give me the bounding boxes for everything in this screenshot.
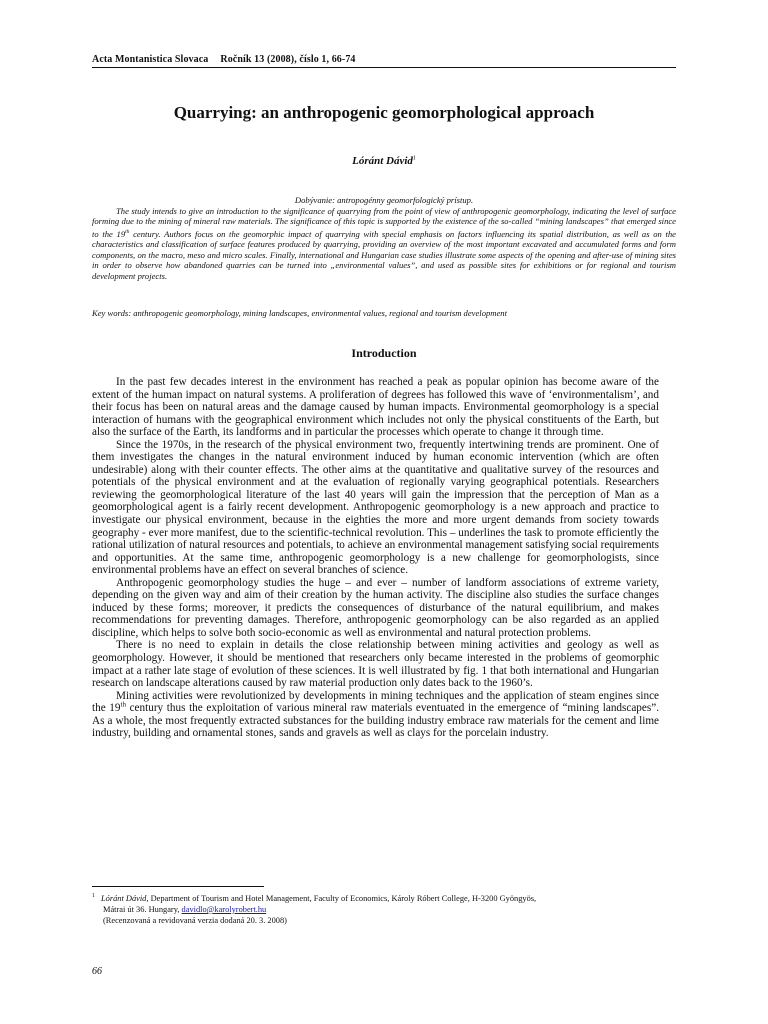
abstract-body — [92, 206, 676, 282]
footnote-rule — [92, 886, 264, 887]
running-head — [92, 54, 676, 65]
abstract-slovak-title: Dobývanie: antropogénny geomorfologický prístup. — [294, 195, 474, 205]
paragraph-5-sup: th — [120, 700, 126, 709]
abstract-sup: th — [125, 228, 130, 235]
footnote-line-3: (Recenzovaná a revidovaná verzia dodaná 20. 3. 2008) — [103, 915, 287, 925]
author-name: Lóránt Dávid — [352, 155, 413, 167]
abstract — [92, 195, 676, 282]
author-footnote-mark: 1 — [412, 155, 416, 162]
footnote — [92, 891, 676, 926]
footnote-affiliation: Department of Tourism and Hotel Management, Faculty of Economics, Károly Róbert College, H-3200 Gyöngyös, — [148, 893, 537, 903]
footnote-line-2 — [92, 904, 676, 915]
paragraph-5 — [92, 690, 659, 740]
issue-info: Ročník 13 (2008), číslo 1, 66-74 — [220, 54, 356, 65]
article-title: Quarrying: an anthropogenic geomorphological approach — [173, 103, 595, 122]
footnote-line-1 — [92, 891, 676, 904]
abstract-text-1: The study intends to give an introduction to the significance of quarrying from the point of view of anthropogenic geomorphology, indicating the level of surface forming due to the mining of mineral raw materials. The significance of this topic is supported by the existence of the so-called “mining landscapes” that emerged since to the 19 — [92, 205, 676, 239]
page-number: 66 — [92, 966, 102, 977]
footnote-email-link[interactable]: davidlo@karolyrobert.hu — [181, 904, 267, 914]
abstract-text-2: century. Authors focus on the geomorphic impact of quarrying with special emphasis on factors influencing its spatial distribution, as well as on the characteristics and classification of surface features produced by quarrying, providing an overview of the most important excavated and accumulated forms and form components, on the macro, meso and micro scales. Finally, international and Hungarian case studies illustrate some aspects of the opening and after-use of mining sites in order to observe how abandoned quarries can be turned into „environmental values”, and used as possible sites for exhibitions or for regional and tourism development projects. — [92, 228, 676, 282]
paragraph-3: Anthropogenic geomorphology studies the huge – and ever – number of landform associations of extreme variety, depending on the given way and aim of their creation by the human activity. The discipline also studies the surface changes induced by these forms; moreover, it predicts the consequences of disturbance of the natural equilibrium, and makes recommendations for preventing damages. Therefore, anthropogenic geomorphology can be also regarded as an applied discipline, which helps to solve both socio-economic as well as environmental and natural protection problems. — [92, 576, 659, 639]
footnote-mark: 1 — [92, 893, 95, 899]
paragraph-4: There is no need to explain in details the close relationship between mining activities and geology as well as geomorphology. However, it should be mentioned that researchers only became interested in the problems of geomorphic impact at a rather late stage of evolution of these sciences. It is well illustrated by fig. 1 that both international and Hungarian research on landscape alterations caused by raw material production only dates back to the 1960’s. — [92, 639, 659, 690]
paragraph-1: In the past few decades interest in the environment has reached a peak as popular opinion has become aware of the extent of the human impact on natural systems. A proliferation of degrees has followed this wave of ‘environmentalism’, and their focus has been on natural areas and the damage caused by human impacts. Environmental geomorphology is a special interaction of humans with the geographical environment which includes not only the physical constituents of the Earth, but also the surface of the Earth, its landforms and in particular the processes which operate to change it through time. — [92, 376, 659, 439]
author-line — [92, 155, 676, 167]
header-rule — [92, 67, 676, 68]
section-heading-introduction: Introduction — [351, 346, 417, 360]
footnote-author: Lóránt Dávid, — [101, 893, 149, 903]
paragraph-5-text-2: century thus the exploitation of various mineral raw materials eventuated in the emergence of “mining landscapes”. As a whole, the most frequently extracted substances for the building industry embrace raw materials for the cement and lime industry, building and ornamental stones, sands and gravels as well as clays for the porcelain industry. — [92, 702, 659, 740]
paragraph-5-text-1: Mining activities were revolutionized by developments in mining techniques and the application of steam engines since the 19 — [92, 689, 659, 715]
journal-name: Acta Montanistica Slovaca — [92, 54, 209, 65]
introduction-body — [92, 376, 659, 740]
footnote-address: Mátrai út 36. Hungary, — [103, 904, 182, 914]
keywords: Key words: anthropogenic geomorphology, mining landscapes, environmental values, regional and tourism development — [92, 308, 507, 318]
paragraph-2: Since the 1970s, in the research of the physical environment two, frequently intertwining trends are prominent. One of them investigates the changes in the natural environment induced by human economic intervention (which are often undesirable) along with their counter effects. The other aims at the quantitative and qualitative survey of the resources and potentials of the physical environment and at the evaluation of regionally varying geographical potentials. Researchers reviewing the geomorphological literature of the last 40 years will gain the impression that the perception of Man as a geomorphological agent is a fairly recent development. Anthropogenic geomorphology is a new approach and practice to investigate our physical environment, because in the eighties the more and more urgent demands from society towards geography - ever more manifest, due to the scientific-technical revolution. This – underlines the task to promote efficiently the rational utilization of natural resources and potentials, to achieve an environmental management satisfying social requirements and opportunities. At the same time, anthropogenic geomorphology is a new challenge for geomorphologists, since environmental problems have an effect on several branches of science. — [92, 438, 659, 577]
